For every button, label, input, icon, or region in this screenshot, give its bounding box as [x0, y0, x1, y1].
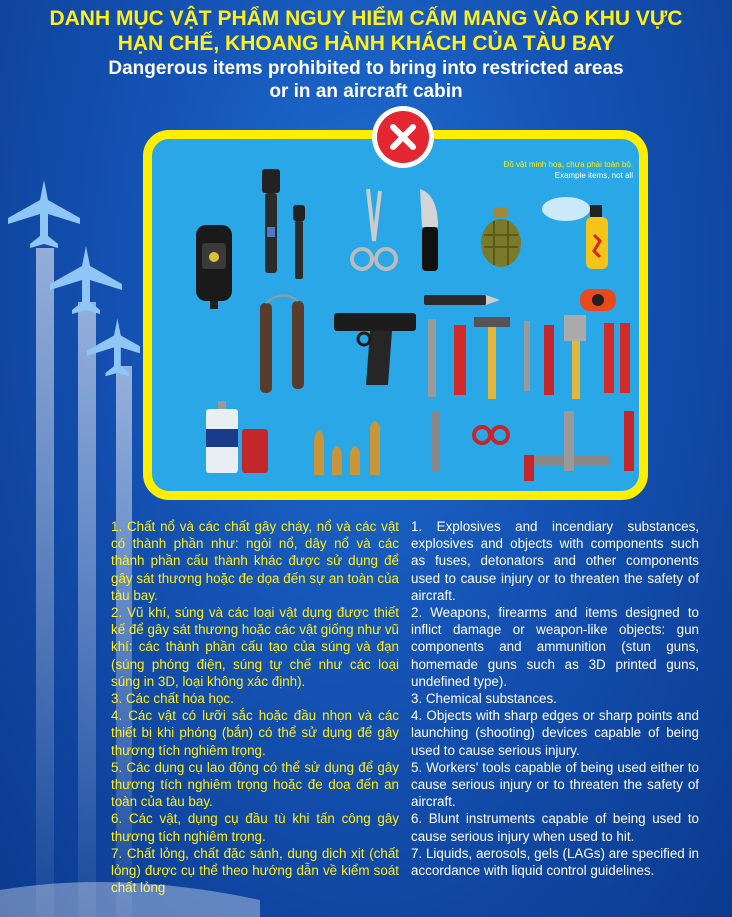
en-item-2: 2. Weapons, firearms and items designed to inflict damage or weapon-like objects: gun components and ammunition (stun guns, homemade guns such as 3D printed guns, undefined type).	[411, 605, 699, 689]
vietnamese-list	[111, 518, 399, 896]
prohibited-items-panel	[143, 130, 648, 500]
en-item-6: 6. Blunt instruments capable of being used to cause serious injury when used to hit.	[411, 811, 699, 844]
lighter-fluid-icon	[202, 401, 272, 477]
knife-icon	[412, 187, 446, 275]
airplane-icon	[8, 180, 80, 248]
title-en-line-2: or in an aircraft cabin	[269, 81, 463, 102]
forbidden-x-icon	[372, 106, 434, 168]
note-english: Example items, not all	[554, 171, 633, 180]
page-title-vietnamese	[0, 6, 732, 56]
vn-item-2: 2. Vũ khí, súng và các loại vật dụng được thiết kế để gây sát thương hoặc các vật giống như vũ khí: các thành phần cấu tạo của súng và đạn (súng phóng điện, súng tự chế như các loại súng in 3D, loại không xác định).	[111, 605, 400, 689]
bullets-icon	[308, 419, 388, 479]
scissors-icon	[348, 189, 398, 275]
contrail	[36, 248, 54, 917]
vn-item-1: 1. Chất nổ và các chất gây cháy, nổ và các vật có thành phần như: ngòi nổ, dây nổ và các thành phần cấu thành khác được sử dụng để gây sát thương hoặc đe dọa đến sự an toàn của tàu bay.	[111, 519, 399, 603]
contrail	[78, 302, 96, 917]
note-vietnamese: Đồ vật minh hoạ, chưa phải toàn bộ.	[503, 160, 633, 169]
title-en-line-1: Dangerous items prohibited to bring into restricted areas	[108, 58, 624, 79]
tools-icon	[424, 315, 644, 485]
en-item-5: 5. Workers' tools capable of being used either to cause serious injury or to threaten the safety of aircraft.	[411, 759, 699, 810]
vn-item-4: 4. Các vật có lưỡi sắc hoặc đầu nhọn và các thiết bị khi phóng (bắn) có thể sử dụng để gây thương tích nghiêm trọng.	[111, 708, 399, 758]
illustration-note	[504, 159, 633, 181]
title-vn-line-2: HẠN CHẾ, KHOANG HÀNH KHÁCH CỦA TÀU BAY	[117, 32, 615, 55]
vn-item-3: 3. Các chất hóa học.	[111, 691, 234, 707]
flashlight-stun-gun-icon	[256, 167, 286, 277]
grenade-icon	[476, 205, 526, 269]
spray-can-icon	[542, 195, 622, 275]
english-list	[411, 518, 699, 879]
vn-item-7: 7. Chất lỏng, chất đặc sánh, dung dịch xịt (chất lỏng) được cụ thể theo hướng dẫn về kiểm soát chất lỏng	[111, 845, 399, 896]
flashlight-icon	[290, 203, 308, 283]
bottom-wave-decoration	[0, 860, 732, 917]
vn-item-5: 5. Các dụng cụ lao động có thể sử dụng để gây thương tích nghiêm trọng hoặc đe doạ đến an toàn của tàu bay.	[111, 759, 399, 810]
tape-measure-icon	[578, 287, 618, 313]
title-vn-line-1: DANH MỤC VẬT PHẨM NGUY HIỂM CẤM MANG VÀO KHU VỰC	[49, 7, 683, 30]
en-item-1: 1. Explosives and incendiary substances, explosives and objects with components such as fuses, detonators and other components used to cause injury or to threaten the safety of aircraft.	[411, 519, 699, 603]
box-cutter-icon	[422, 289, 502, 309]
vn-item-6: 6. Các vật, dụng cụ đầu tù khi tấn công gây thương tích nghiêm trọng.	[111, 811, 399, 844]
en-item-7: 7. Liquids, aerosols, gels (LAGs) are specified in accordance with liquid control guidelines.	[411, 845, 699, 879]
stun-device-icon	[190, 221, 238, 311]
en-item-4: 4. Objects with sharp edges or sharp points and launching (shooting) devices capable of being used to cause serious injury.	[411, 708, 699, 758]
airplane-icon	[50, 246, 122, 314]
en-item-3: 3. Chemical substances.	[411, 691, 557, 707]
pistol-icon	[330, 307, 420, 391]
page-title-english	[0, 57, 732, 103]
nunchaku-icon	[258, 289, 308, 399]
